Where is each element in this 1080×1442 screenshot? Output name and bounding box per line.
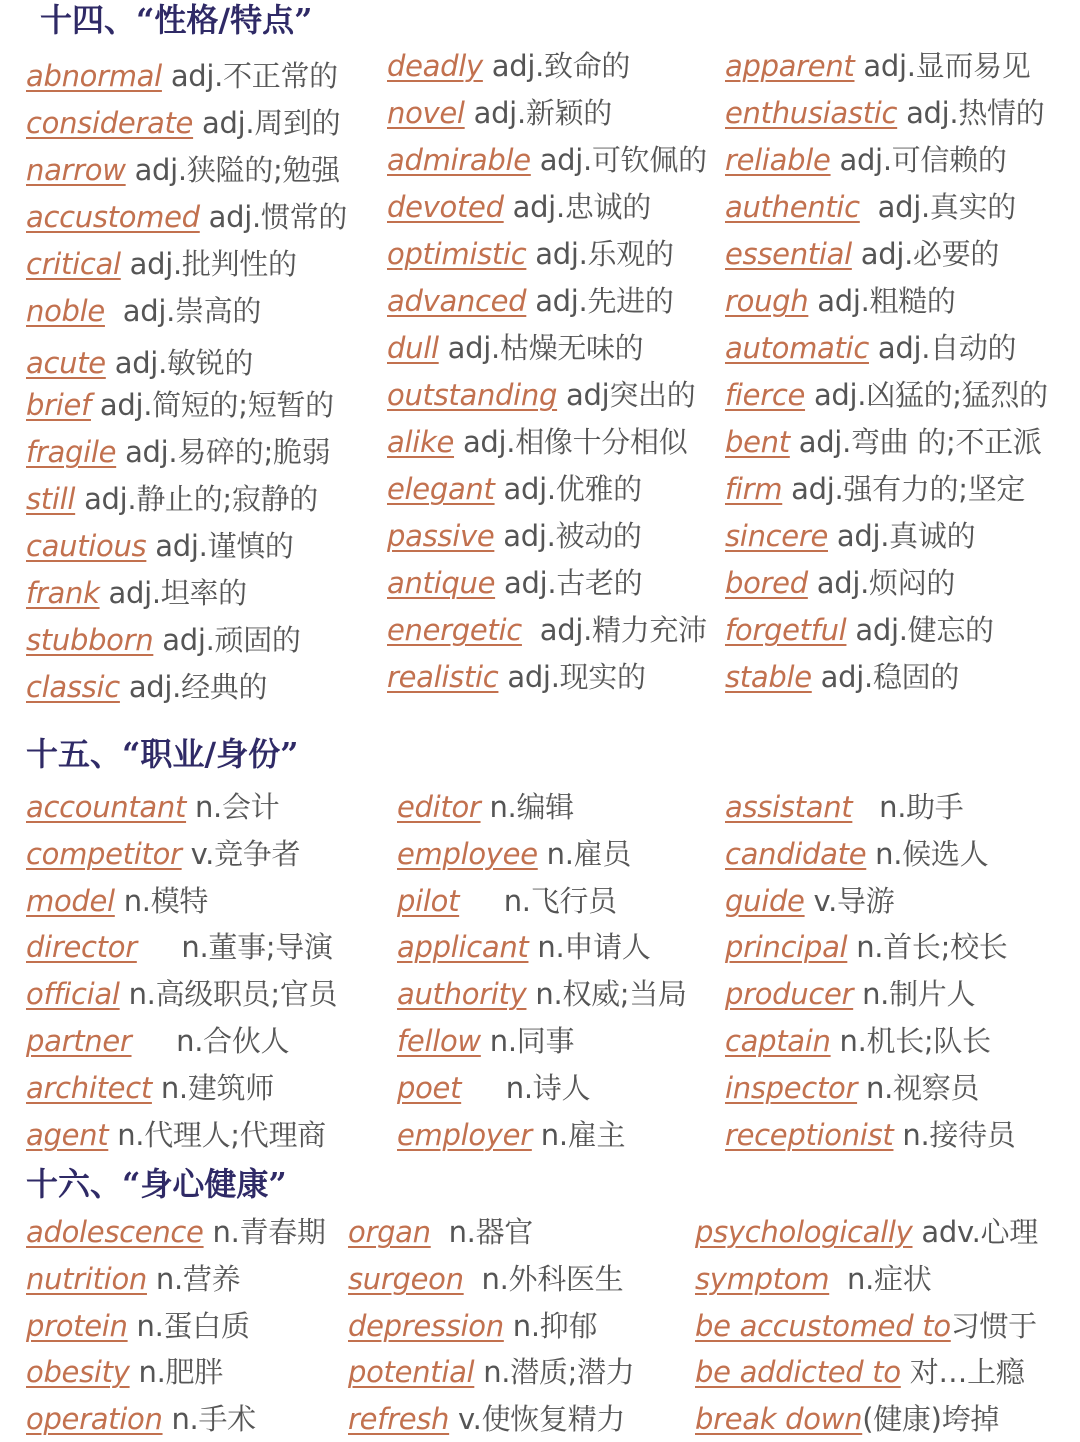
vocab-entry <box>26 382 334 428</box>
vocab-word: outstanding <box>387 378 558 412</box>
vocab-word: surgeon <box>348 1261 464 1296</box>
vocab-meaning: n.抑郁 <box>503 1308 598 1343</box>
section-title-health: 十六、“身心健康” <box>26 1165 287 1203</box>
vocab-entry <box>26 523 294 569</box>
vocab-meaning: adj.忠诚的 <box>503 190 651 224</box>
vocab-meaning: adj.顽固的 <box>153 623 301 657</box>
vocab-word: protein <box>26 1308 128 1343</box>
vocab-word: organ <box>348 1215 431 1249</box>
vocab-entry <box>387 278 674 324</box>
vocab-word: critical <box>26 247 121 281</box>
vocab-meaning: n.视察员 <box>857 1070 980 1105</box>
vocab-word: partner <box>26 1024 132 1058</box>
vocab-entry <box>725 1018 991 1064</box>
vocab-meaning: adj.凶猛的;猛烈的 <box>805 378 1048 412</box>
vocab-meaning: n.模特 <box>114 883 209 918</box>
vocab-word: captain <box>725 1024 831 1058</box>
vocab-meaning: adj.简短的;短暂的 <box>90 388 334 422</box>
vocab-meaning: adj.健忘的 <box>846 613 994 647</box>
vocab-word: passive <box>387 519 495 553</box>
vocab-word: deadly <box>387 49 483 83</box>
vocab-entry <box>26 1112 326 1158</box>
vocab-meaning: adj.枯燥无味的 <box>438 331 644 365</box>
vocab-entry <box>725 924 1008 970</box>
vocab-entry <box>348 1349 635 1395</box>
vocab-word: employee <box>397 836 538 871</box>
vocab-meaning: n.蛋白质 <box>127 1308 250 1343</box>
vocab-word: energetic <box>387 613 522 647</box>
vocab-meaning: n.诗人 <box>461 1070 591 1105</box>
vocab-meaning: v.导游 <box>804 883 895 918</box>
vocab-word: official <box>26 977 120 1012</box>
vocab-meaning: adj.先进的 <box>526 284 674 318</box>
vocab-meaning: adj.静止的;寂静的 <box>75 482 319 516</box>
vocab-meaning: n.代理人;代理商 <box>108 1117 326 1152</box>
vocab-meaning: adj.粗糙的 <box>808 284 956 318</box>
vocab-entry <box>725 831 988 877</box>
vocab-meaning: adj.自动的 <box>868 331 1017 365</box>
vocab-word: apparent <box>725 49 855 83</box>
vocab-meaning: adj.经典的 <box>119 670 268 704</box>
vocab-word: realistic <box>387 660 499 694</box>
vocab-word: antique <box>387 566 496 600</box>
vocab-entry <box>397 831 631 877</box>
vocab-entry <box>348 1303 597 1349</box>
vocab-meaning: n.肥胖 <box>129 1355 223 1390</box>
vocab-word: narrow <box>26 153 126 187</box>
vocab-meaning: 对…上瘾 <box>900 1355 1025 1390</box>
vocab-entry <box>387 607 707 653</box>
vocab-word: bent <box>725 425 790 459</box>
vocab-entry <box>725 971 975 1017</box>
vocab-word: principal <box>725 930 848 965</box>
vocab-word: stable <box>725 660 812 694</box>
vocab-word: architect <box>26 1070 152 1105</box>
vocab-entry <box>397 1112 625 1158</box>
vocab-entry <box>397 971 687 1017</box>
vocab-meaning: n.手术 <box>162 1402 256 1437</box>
vocab-meaning: n.会计 <box>186 790 280 824</box>
vocab-entry <box>725 513 975 559</box>
vocab-word: alike <box>387 425 455 459</box>
vocab-word: stubborn <box>26 623 154 657</box>
vocab-entry <box>26 194 347 240</box>
vocab-word: employer <box>397 1117 532 1152</box>
vocab-meaning: n.器官 <box>430 1215 533 1249</box>
vocab-word: fragile <box>26 435 117 469</box>
vocab-word: be addicted to <box>695 1355 901 1390</box>
vocab-meaning: n.候选人 <box>866 836 989 871</box>
vocab-meaning: adv.心理 <box>912 1215 1038 1249</box>
vocab-entry <box>387 137 707 183</box>
vocab-word: classic <box>26 670 120 704</box>
vocab-entry <box>725 278 956 324</box>
vocab-meaning: adj.热情的 <box>897 96 1045 130</box>
vocab-meaning: n.权威;当局 <box>526 977 687 1012</box>
vocab-meaning: adj.易碎的;脆弱 <box>116 435 331 469</box>
vocab-meaning: adj.周到的 <box>193 106 341 140</box>
vocab-entry <box>725 372 1048 418</box>
vocab-word: competitor <box>26 836 182 871</box>
vocab-meaning: adj.烦闷的 <box>807 566 956 600</box>
vocab-meaning: n.机长;队长 <box>830 1024 991 1058</box>
vocab-meaning: adj.优雅的 <box>494 472 642 506</box>
vocab-word: elegant <box>387 472 495 506</box>
vocab-entry <box>397 784 574 830</box>
vocab-meaning: adj.必要的 <box>851 237 1000 271</box>
vocab-meaning: n.申请人 <box>528 930 651 965</box>
vocab-entry <box>725 137 1007 183</box>
vocab-entry <box>26 288 261 334</box>
vocab-word: guide <box>725 883 805 918</box>
vocab-word: devoted <box>387 190 504 224</box>
vocab-meaning: n.青春期 <box>203 1215 326 1249</box>
vocab-entry <box>725 784 964 830</box>
vocab-entry <box>725 560 955 606</box>
vocab-word: bored <box>725 566 808 600</box>
vocab-entry <box>26 570 247 616</box>
vocab-word: nutrition <box>26 1261 147 1296</box>
vocab-meaning: v.使恢复精力 <box>449 1402 626 1437</box>
vocab-meaning: n.合伙人 <box>131 1024 290 1058</box>
vocab-meaning: n.建筑师 <box>151 1070 274 1105</box>
vocab-entry <box>695 1209 1038 1255</box>
vocab-entry <box>695 1396 999 1442</box>
vocab-word: still <box>26 482 76 516</box>
vocab-entry <box>695 1349 1025 1395</box>
vocab-word: fierce <box>725 378 806 412</box>
vocab-entry <box>26 784 279 830</box>
vocab-word: enthusiastic <box>725 96 898 130</box>
vocab-entry <box>725 1112 1015 1158</box>
vocab-word: operation <box>26 1402 163 1437</box>
vocab-word: rough <box>725 284 809 318</box>
section-title-personality: 十四、“性格/特点” <box>40 1 313 39</box>
vocab-entry <box>725 90 1044 136</box>
vocab-entry <box>387 184 651 230</box>
vocab-entry <box>26 100 340 146</box>
vocab-word: applicant <box>397 930 529 965</box>
vocab-entry <box>387 90 612 136</box>
vocab-word: sincere <box>725 519 828 553</box>
vocab-meaning: adj.致命的 <box>482 49 631 83</box>
vocab-entry <box>725 466 1025 512</box>
vocab-meaning: n.飞行员 <box>459 883 617 918</box>
vocab-entry <box>695 1303 1037 1349</box>
vocab-entry <box>26 971 337 1017</box>
vocab-word: psychologically <box>695 1215 913 1249</box>
vocab-entry <box>348 1209 533 1255</box>
vocab-entry <box>695 1256 931 1302</box>
vocab-word: depression <box>348 1308 504 1343</box>
vocab-meaning: n.同事 <box>480 1024 575 1058</box>
vocab-meaning: adj.敏锐的 <box>105 346 254 380</box>
vocab-word: inspector <box>725 1070 858 1105</box>
vocab-meaning: adj.现实的 <box>498 660 646 694</box>
vocab-word: abnormal <box>26 59 162 93</box>
vocab-entry <box>26 147 340 193</box>
vocab-meaning: adj.新颖的 <box>464 96 612 130</box>
vocab-entry <box>397 1065 590 1111</box>
vocab-entry <box>26 924 333 970</box>
vocab-meaning: adj.惯常的 <box>199 200 348 234</box>
vocab-word: accustomed <box>26 200 200 234</box>
vocab-meaning: 习惯于 <box>950 1308 1037 1343</box>
vocab-meaning: n.营养 <box>146 1261 241 1296</box>
vocab-meaning: adj.坦率的 <box>99 576 247 610</box>
vocab-word: pilot <box>397 883 460 918</box>
vocab-meaning: n.首长;校长 <box>847 930 1008 965</box>
vocab-entry <box>725 878 894 924</box>
vocab-meaning: adj.相像十分相似 <box>454 425 688 459</box>
vocab-meaning: adj.乐观的 <box>526 237 674 271</box>
vocab-meaning: n.高级职员;官员 <box>119 977 338 1012</box>
vocab-meaning: n.董事;导演 <box>136 930 333 965</box>
section-title-occupation: 十五、“职业/身份” <box>26 735 299 773</box>
vocab-meaning: adj.可信赖的 <box>830 143 1007 177</box>
vocab-word: dull <box>387 331 439 365</box>
vocab-word: potential <box>348 1355 475 1390</box>
vocab-entry <box>348 1256 623 1302</box>
vocab-meaning: adj.批判性的 <box>120 247 297 281</box>
vocab-word: essential <box>725 237 852 271</box>
vocab-entry <box>348 1396 625 1442</box>
vocab-entry <box>397 924 651 970</box>
vocab-meaning: n.症状 <box>829 1261 932 1296</box>
vocab-entry <box>26 878 208 924</box>
vocab-entry <box>725 184 1016 230</box>
vocab-meaning: n.雇员 <box>537 836 632 871</box>
vocab-entry <box>397 878 617 924</box>
vocab-entry <box>387 560 642 606</box>
vocab-entry <box>26 1209 326 1255</box>
vocab-entry <box>387 513 642 559</box>
vocab-meaning: adj.可钦佩的 <box>530 143 707 177</box>
vocab-word: authentic <box>725 190 860 224</box>
vocab-entry <box>26 831 300 877</box>
vocab-entry <box>387 372 695 418</box>
vocab-word: considerate <box>26 106 194 140</box>
vocab-meaning: adj.真实的 <box>859 190 1016 224</box>
vocab-meaning: adj.被动的 <box>494 519 642 553</box>
vocab-word: candidate <box>725 836 867 871</box>
vocab-entry <box>26 53 338 99</box>
vocab-entry <box>26 617 301 663</box>
vocab-meaning: n.接待员 <box>893 1117 1016 1152</box>
vocab-word: brief <box>26 388 91 422</box>
vocab-entry <box>725 43 1030 89</box>
vocab-meaning: adj.谨慎的 <box>146 529 294 563</box>
vocab-meaning: adj.弯曲 的;不正派 <box>789 425 1042 459</box>
vocab-entry <box>26 241 297 287</box>
vocab-meaning: adj.强有力的;坚定 <box>782 472 1026 506</box>
vocab-entry <box>387 231 674 277</box>
vocab-meaning: adj.狭隘的;勉强 <box>125 153 340 187</box>
vocab-meaning: adj.真诚的 <box>828 519 976 553</box>
vocab-meaning: adj.显而易见 <box>854 49 1031 83</box>
vocab-word: editor <box>397 790 481 824</box>
vocab-word: adolescence <box>26 1215 204 1249</box>
vocab-word: director <box>26 930 137 965</box>
vocab-word: model <box>26 883 115 918</box>
vocab-entry <box>26 1349 223 1395</box>
vocab-entry <box>725 419 1042 465</box>
vocab-word: forgetful <box>725 613 847 647</box>
vocab-word: symptom <box>695 1261 830 1296</box>
vocab-meaning: n.助手 <box>852 790 964 824</box>
vocab-entry <box>387 325 643 371</box>
vocab-entry <box>26 1256 240 1302</box>
vocab-meaning: adj突出的 <box>557 378 696 412</box>
vocab-entry <box>397 1018 574 1064</box>
vocab-word: optimistic <box>387 237 527 271</box>
vocab-meaning: adj.崇高的 <box>104 294 262 328</box>
vocab-word: fellow <box>397 1024 481 1058</box>
vocab-word: admirable <box>387 143 531 177</box>
vocab-word: cautious <box>26 529 147 563</box>
vocab-entry <box>26 1303 250 1349</box>
vocab-meaning: n.潜质;潜力 <box>474 1355 635 1390</box>
vocab-meaning: n.编辑 <box>480 790 574 824</box>
vocab-meaning: (健康)垮掉 <box>862 1402 1000 1437</box>
vocab-entry <box>725 325 1016 371</box>
vocab-word: authority <box>397 977 527 1012</box>
vocab-word: advanced <box>387 284 527 318</box>
vocab-meaning: n.外科医生 <box>463 1261 624 1296</box>
vocab-entry <box>26 429 330 475</box>
vocab-meaning: n.雇主 <box>531 1117 626 1152</box>
vocab-word: accountant <box>26 790 187 824</box>
vocab-entry <box>725 607 994 653</box>
vocab-word: producer <box>725 977 854 1012</box>
vocab-entry <box>26 476 318 522</box>
vocab-meaning: adj.精力充沛 <box>521 613 707 647</box>
vocab-entry <box>26 664 267 710</box>
vocab-entry <box>387 654 646 700</box>
vocab-word: receptionist <box>725 1117 894 1152</box>
vocab-word: firm <box>725 472 783 506</box>
vocab-word: agent <box>26 1117 109 1152</box>
vocab-word: obesity <box>26 1355 130 1390</box>
vocab-entry <box>725 1065 979 1111</box>
vocab-entry <box>725 654 959 700</box>
vocab-entry <box>26 340 253 386</box>
vocab-meaning: adj.稳固的 <box>811 660 960 694</box>
vocab-word: reliable <box>725 143 831 177</box>
vocab-word: assistant <box>725 790 853 824</box>
vocab-meaning: n.制片人 <box>853 977 976 1012</box>
vocab-word: refresh <box>348 1402 450 1437</box>
vocab-entry <box>387 43 630 89</box>
vocab-meaning: adj.不正常的 <box>161 59 338 93</box>
vocab-entry <box>387 419 687 465</box>
vocab-entry <box>26 1396 256 1442</box>
vocab-word: acute <box>26 346 106 380</box>
vocab-meaning: v.竞争者 <box>181 836 301 871</box>
vocab-entry <box>26 1018 289 1064</box>
vocab-word: break down <box>695 1402 863 1437</box>
vocab-word: frank <box>26 576 100 610</box>
vocab-entry <box>387 466 642 512</box>
vocab-word: be accustomed to <box>695 1308 951 1343</box>
vocab-entry <box>26 1065 274 1111</box>
vocab-word: automatic <box>725 331 869 365</box>
vocab-meaning: adj.古老的 <box>495 566 643 600</box>
vocab-word: noble <box>26 294 105 328</box>
vocab-word: poet <box>397 1070 462 1105</box>
vocab-entry <box>725 231 999 277</box>
vocab-word: novel <box>387 96 465 130</box>
